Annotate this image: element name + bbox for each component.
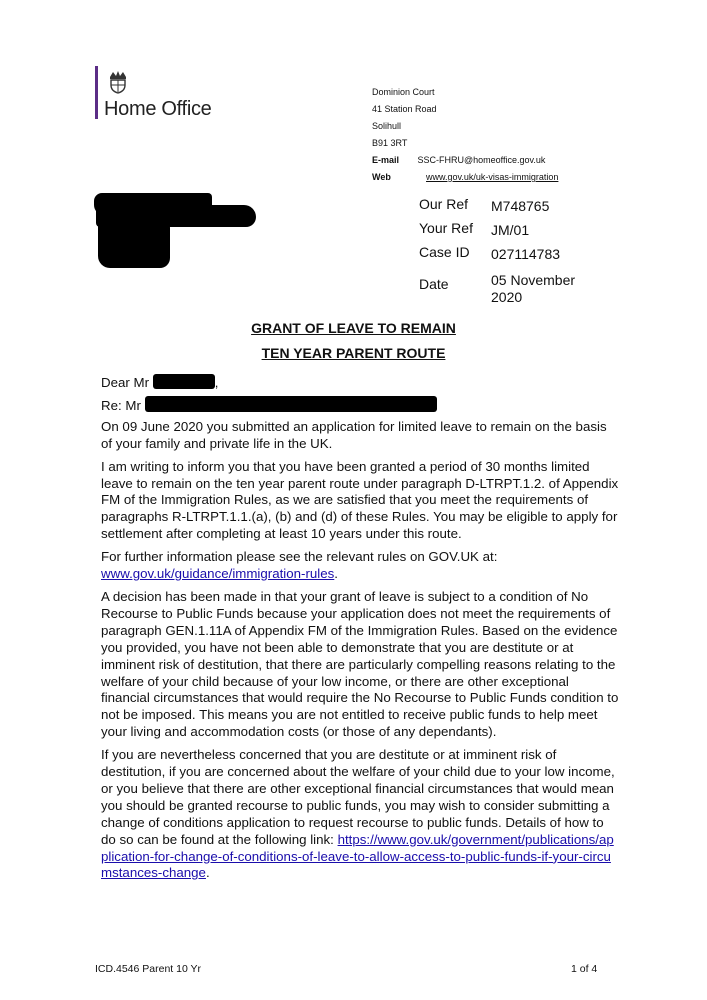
immigration-rules-link[interactable]: www.gov.uk/guidance/immigration-rules (101, 566, 335, 582)
paragraph-5 (101, 747, 621, 882)
paragraph-5-text: If you are nevertheless concerned that you are destitute or at imminent risk of destitution, if you are concerned about the welfare of your child due to your low income, or you believe that there are other exceptional financial circumstances that would mean you should be granted recourse to public funds, you may wish to consider submitting a change of conditions application to request recourse to public funds. Details of how to do so can be found at the following link: (101, 747, 615, 847)
web-row (372, 169, 558, 186)
home-office-logo (95, 66, 235, 122)
email-address: SSC-FHRU@homeoffice.gov.uk (417, 155, 546, 165)
re-prefix: Re: Mr (101, 397, 145, 413)
case-id-label: Case ID (419, 244, 470, 260)
letter-subtitle: TEN YEAR PARENT ROUTE (261, 345, 446, 361)
address-line: Solihull (372, 121, 402, 131)
address-line: 41 Station Road (372, 104, 437, 114)
letter-title: GRANT OF LEAVE TO REMAIN (251, 320, 456, 336)
paragraph-2: I am writing to inform you that you have been granted a period of 30 months limited leave to remain on the ten year parent route under paragraph D-LTRPT.1.2. of Appendix FM of the Immigration Rules, as we are satisfied that you meet the requirements of paragraphs R-LTRPT.1.1.(a), (b) and (d) of these Rules. You may be eligible to apply for settlement after completing at least 10 years under this route. (101, 458, 619, 542)
our-ref-label: Our Ref (419, 196, 469, 212)
paragraph-4: A decision has been made in that your grant of leave is subject to a condition of No Recourse to Public Funds because your application does not meet the requirements of paragraph GEN.1.11A of Appendix FM of the Immigration Rules. Based on the evidence you provided, you have not been able to demonstrate that you are destitute or at imminent risk of destitution, that there are particularly compelling reasons relating to the welfare of your child because of your low income, or there are other exceptional financial circumstances that would require the No Recourse to Public Funds condition to not be imposed. This means you are not entitled to receive public funds to help meet your living and accommodation costs (or those of any dependants). (101, 588, 619, 740)
royal-crest-icon (105, 68, 131, 94)
your-ref-value: JM/01 (491, 222, 530, 238)
letter-body (101, 374, 621, 888)
change-of-conditions-link[interactable]: https://www.gov.uk/government/publications/application-for-change-of-conditions-of-leave-to-allow-access-to-public-funds-if-your-circumstances-change (101, 831, 614, 881)
address-block (372, 84, 558, 186)
our-ref-value: M748765 (491, 198, 550, 214)
address-line: Dominion Court (372, 87, 435, 97)
email-label: E-mail (372, 155, 400, 165)
date-value (491, 272, 575, 306)
logo-bar (95, 66, 98, 119)
salutation (101, 374, 621, 392)
org-name: Home Office (104, 98, 212, 120)
paragraph-3-end: . (334, 566, 338, 582)
case-id-value: 027114783 (491, 246, 561, 262)
date-line-1: 05 November (491, 272, 576, 288)
email-row (372, 152, 558, 169)
web-label: Web (372, 172, 391, 182)
salutation-suffix: , (214, 375, 219, 390)
redacted-name (153, 374, 215, 389)
redacted-re-details (145, 396, 437, 412)
paragraph-3 (101, 549, 621, 583)
paragraph-1: On 09 June 2020 you submitted an application for limited leave to remain on the basis of your family and private life in the UK. (101, 418, 607, 451)
paragraph-5-end: . (205, 865, 210, 881)
re-line (101, 396, 621, 415)
date-line-2: 2020 (491, 289, 523, 305)
address-line: B91 3RT (372, 138, 408, 148)
web-link[interactable]: www.gov.uk/uk-visas-immigration (426, 172, 559, 182)
paragraph-3-text: For further information please see the relevant rules on GOV.UK at: (101, 549, 498, 565)
footer-page-number: 1 of 4 (571, 963, 598, 975)
date-label: Date (419, 276, 449, 292)
salutation-prefix: Dear Mr (101, 375, 153, 390)
footer-doc-code: ICD.4546 Parent 10 Yr (95, 963, 202, 975)
your-ref-label: Your Ref (419, 220, 473, 236)
